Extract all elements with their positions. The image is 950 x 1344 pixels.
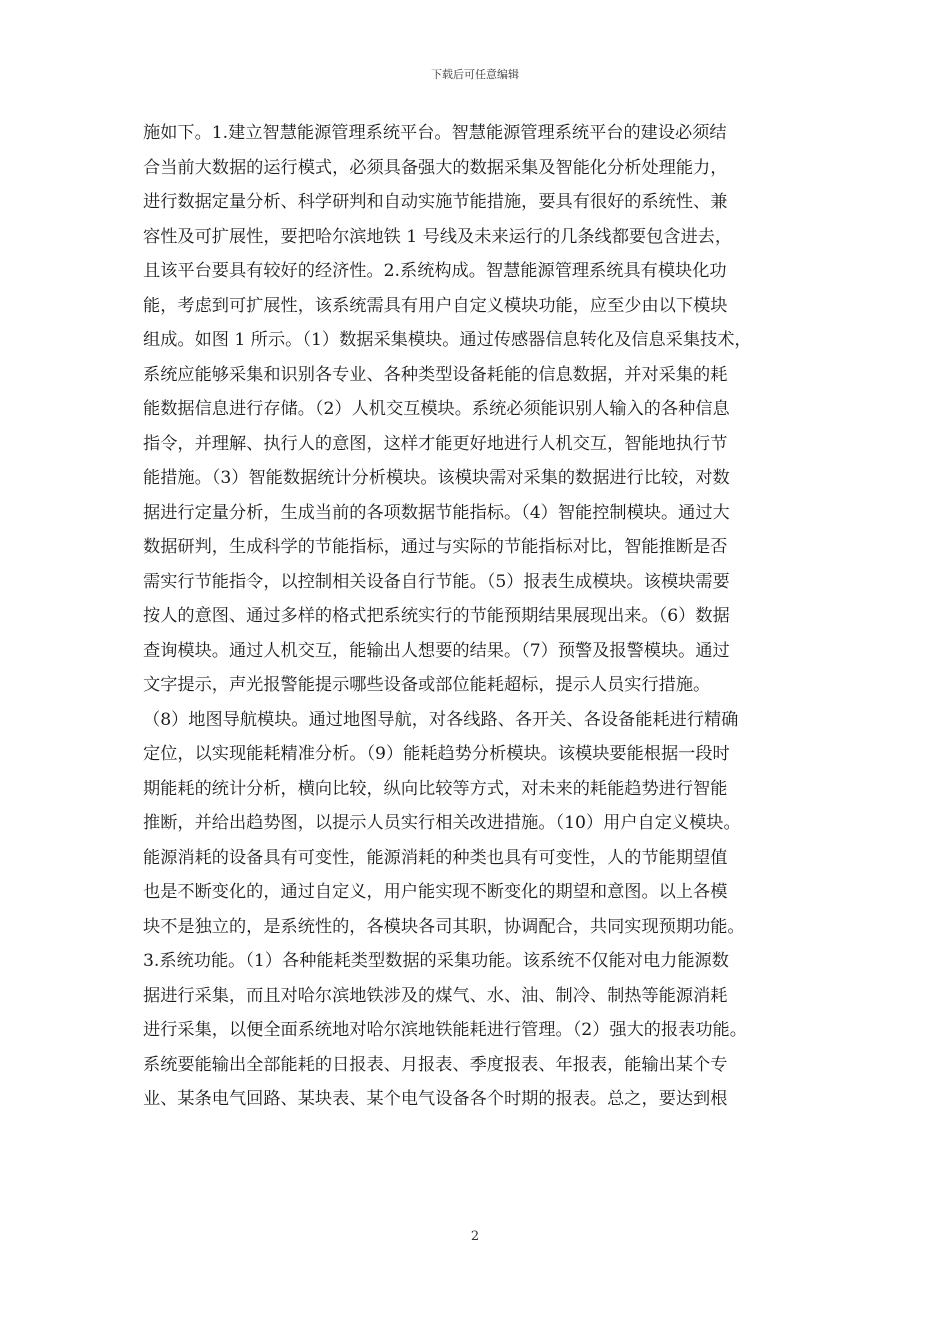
text-line: 施如下。1.建立智慧能源管理系统平台。智慧能源管理系统平台的建设必须结 xyxy=(143,123,727,143)
text-line: 据进行定量分析，生成当前的各项数据节能指标。（4）智能控制模块。通过大 xyxy=(143,502,730,523)
text-line: 按人的意图、通过多样的格式把系统实行的节能预期结果展现出来。（6）数据 xyxy=(143,606,730,626)
text-line: 据进行采集，而且对哈尔滨地铁涉及的煤气、水、油、制冷、制热等能源消耗 xyxy=(143,985,728,1006)
text-line: 能，考虑到可扩展性，该系统需具有用户自定义模块功能，应至少由以下模块 xyxy=(143,295,728,316)
text-line: 进行数据定量分析、科学研判和自动实施节能措施，要具有很好的系统性、兼 xyxy=(143,192,728,212)
text-line: 文字提示，声光报警能提示哪些设备或部位能耗超标，提示人员实行措施。 xyxy=(143,675,711,695)
text-line: 指令，并理解、执行人的意图，这样才能更好地进行人机交互，智能地执行节 xyxy=(143,433,728,454)
text-line: 能数据信息进行存储。（2）人机交互模块。系统必须能识别人输入的各种信息 xyxy=(143,399,730,419)
page-header: 下载后可任意编辑 xyxy=(431,68,519,81)
body-text xyxy=(143,116,813,1117)
text-line: 定位，以实现能耗精准分析。（9）能耗趋势分析模块。该模块要能根据一段时 xyxy=(143,744,730,764)
text-line: 业、某条电气回路、某块表、某个电气设备各个时期的报表。总之，要达到根 xyxy=(143,1089,728,1109)
page-number: 2 xyxy=(470,1229,480,1244)
text-line: 块不是独立的，是系统性的，各模块各司其职，协调配合，共同实现预期功能。 xyxy=(143,916,745,937)
text-line: 查询模块。通过人机交互，能输出人想要的结果。（7）预警及报警模块。通过 xyxy=(143,640,730,661)
text-line: 推断，并给出趋势图，以提示人员实行相关改进措施。（10）用户自定义模块。 xyxy=(143,813,741,833)
text-line: 能源消耗的设备具有可变性，能源消耗的种类也具有可变性，人的节能期望值 xyxy=(143,847,728,868)
text-line: （8）地图导航模块。通过地图导航，对各线路、各开关、各设备能耗进行精确 xyxy=(143,709,739,730)
text-line: 期能耗的统计分析，横向比较，纵向比较等方式，对未来的耗能趋势进行智能 xyxy=(143,778,728,799)
text-line: 容性及可扩展性，要把哈尔滨地铁 1 号线及未来运行的几条线都要包含进去， xyxy=(143,226,733,247)
text-line: 需实行节能指令，以控制相关设备自行节能。（5）报表生成模块。该模块需要 xyxy=(143,571,730,592)
text-line: 合当前大数据的运行模式，必须具备强大的数据采集及智能化分析处理能力， xyxy=(143,157,728,178)
text-line: 系统应能够采集和识别各专业、各种类型设备耗能的信息数据，并对采集的耗 xyxy=(143,364,728,385)
text-line: 能措施。（3）智能数据统计分析模块。该模块需对采集的数据进行比较，对数 xyxy=(143,468,730,488)
text-line: 系统要能输出全部能耗的日报表、月报表、季度报表、年报表，能输出某个专 xyxy=(143,1054,728,1075)
text-line: 且该平台要具有较好的经济性。2.系统构成。智慧能源管理系统具有模块化功 xyxy=(143,261,727,281)
text-line: 数据研判，生成科学的节能指标，通过与实际的节能指标对比，智能推断是否 xyxy=(143,537,728,557)
text-line: 组成。如图 1 所示。（1）数据采集模块。通过传感器信息转化及信息采集技术， xyxy=(143,330,752,350)
text-line: 进行采集，以便全面系统地对哈尔滨地铁能耗进行管理。（2）强大的报表功能。 xyxy=(143,1020,747,1040)
text-line: 3.系统功能。（1）各种能耗类型数据的采集功能。该系统不仅能对电力能源数 xyxy=(143,951,729,971)
text-line: 也是不断变化的，通过自定义，用户能实现不断变化的期望和意图。以上各模 xyxy=(143,882,728,902)
